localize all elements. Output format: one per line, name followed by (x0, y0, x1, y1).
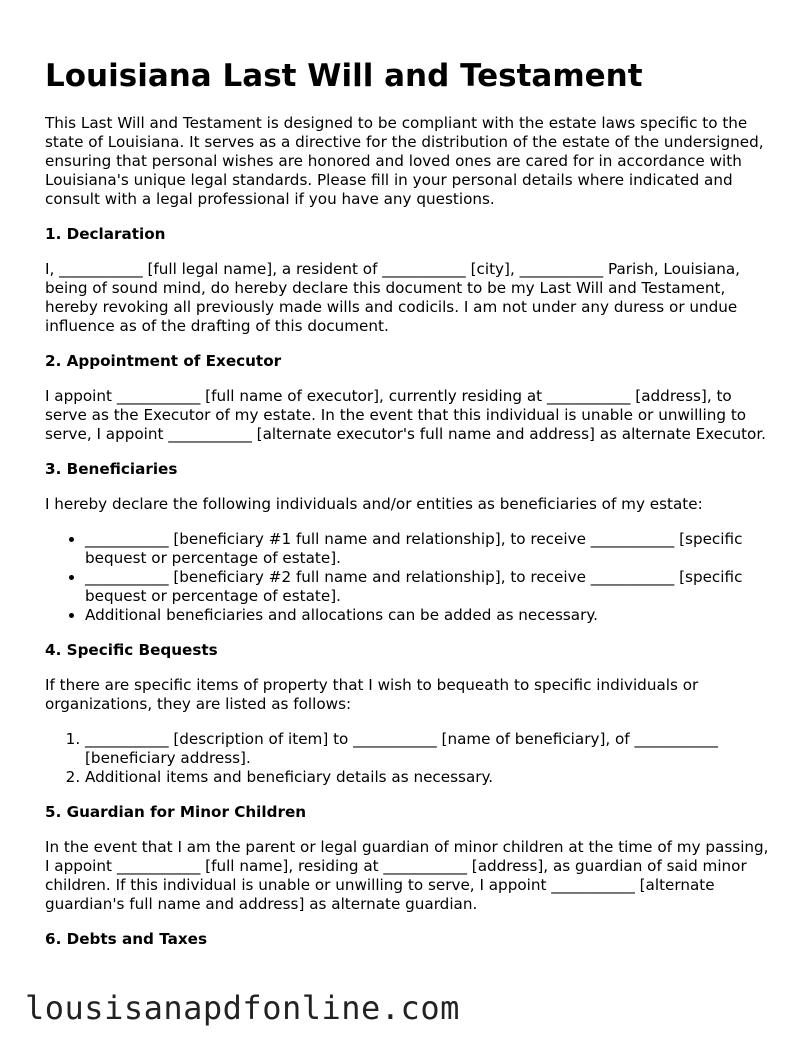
section-heading-debts: 6. Debts and Taxes (45, 930, 207, 948)
section-heading-beneficiaries: 3. Beneficiaries (45, 460, 178, 478)
list-item: • Additional beneficiaries and allocations can be added as necessary. (85, 606, 770, 625)
section-heading-executor: 2. Appointment of Executor (45, 352, 282, 370)
section-heading-guardian: 5. Guardian for Minor Children (45, 803, 307, 821)
bequests-list (45, 730, 770, 787)
document-page (45, 56, 770, 965)
section-heading-bequests: 4. Specific Bequests (45, 641, 218, 659)
bequests-paragraph: If there are specific items of property that I wish to bequeath to specific individuals or organizations, they are listed as follows: (45, 676, 699, 713)
list-item: 2. Additional items and beneficiary details as necessary. (85, 768, 770, 787)
list-item: • ___________ [beneficiary #1 full name and relationship], to receive ___________ [specific bequest or percentage of estate]. (85, 530, 770, 568)
beneficiaries-list (45, 530, 770, 625)
section-heading-declaration: 1. Declaration (45, 225, 166, 243)
watermark-footer: lousisanapdfonline.com (25, 989, 460, 1027)
document-title: Louisiana Last Will and Testament (45, 58, 643, 94)
executor-paragraph: I appoint ___________ [full name of executor], currently residing at ___________ [address], to serve as the Executor of my estate. In the event that this individual is unable or unwilling to serve, I appoint ___________ [alternate executor's full name and address] as alternate Executor. (45, 387, 766, 443)
intro-paragraph: This Last Will and Testament is designed to be compliant with the estate laws specific to the state of Louisiana. It serves as a directive for the distribution of the estate of the undersigned, ensuring that personal wishes are honored and loved ones are cared for in accordance with Louisiana's unique legal standards. Please fill in your personal details where indicated and consult with a legal professional if you have any questions. (45, 114, 764, 208)
list-item: 1. ___________ [description of item] to ___________ [name of beneficiary], of ___________ [beneficiary address]. (85, 730, 770, 768)
declaration-paragraph: I, ___________ [full legal name], a resident of ___________ [city], ___________ Parish, Louisiana, being of sound mind, do hereby declare this document to be my Last Will and Testament, hereby revoking all previously made wills and codicils. I am not under any duress or undue influence as of the drafting of this document. (45, 260, 740, 335)
beneficiaries-paragraph: I hereby declare the following individuals and/or entities as beneficiaries of my estate: (45, 495, 703, 513)
guardian-paragraph: In the event that I am the parent or legal guardian of minor children at the time of my passing, I appoint ___________ [full name], residing at ___________ [address], as guardian of said minor children. If this individual is unable or unwilling to serve, I appoint ___________ [alternate guardian's full name and address] as alternate guardian. (45, 838, 769, 913)
list-item: • ___________ [beneficiary #2 full name and relationship], to receive ___________ [specific bequest or percentage of estate]. (85, 568, 770, 606)
